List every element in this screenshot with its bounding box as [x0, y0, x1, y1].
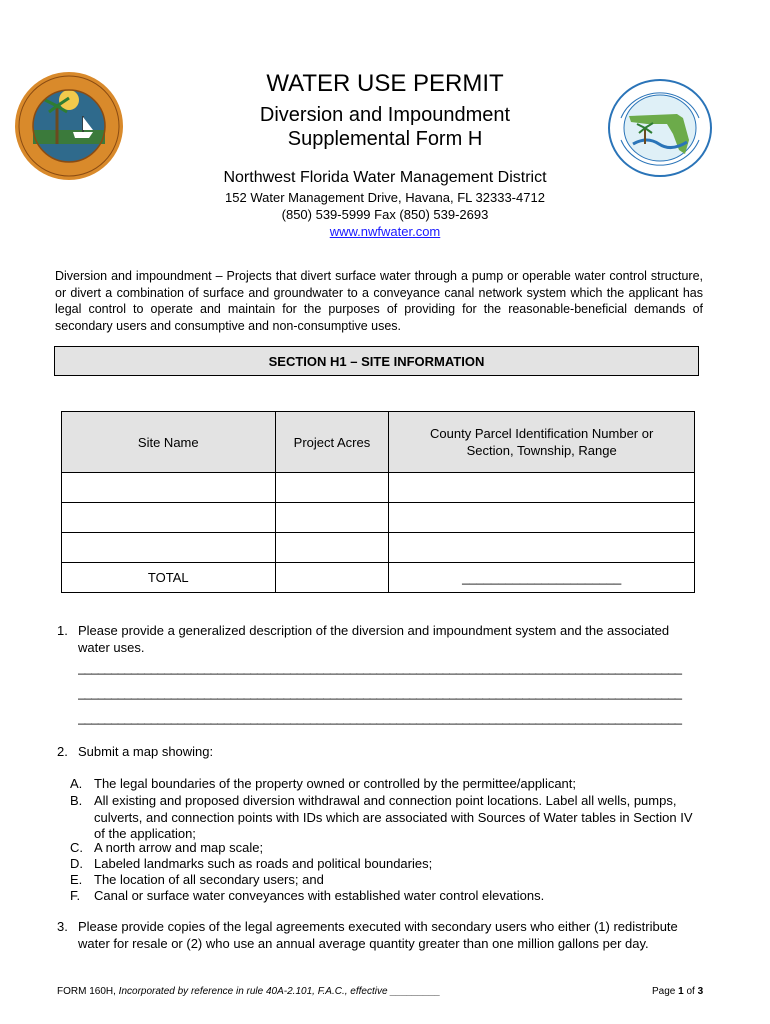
column-header-project-acres: Project Acres [275, 412, 389, 473]
section-h1-title: SECTION H1 – SITE INFORMATION [268, 353, 485, 369]
question-1-answer-line[interactable]: ___________________________________________________________________________________________ [78, 685, 682, 700]
parcel-id-cell[interactable] [389, 473, 695, 503]
site-name-cell[interactable] [62, 533, 276, 563]
question-2-text: Submit a map showing: [78, 744, 214, 759]
form-subtitle-line2: Supplemental Form H [287, 128, 483, 150]
question-1-text: Please provide a generalized description of the diversion and impoundment system and the associated water uses. [78, 623, 670, 655]
page-total: 3 [697, 986, 704, 997]
column-header-parcel-id-label: County Parcel Identification Number or Section, Township, Range [430, 426, 654, 458]
list-item-letter: F. [70, 888, 81, 903]
list-item-text: All existing and proposed diversion withdrawal and connection point locations. Label all wells, pumps, culverts, and connection points with IDs which are associated with Sources of Water tables in Section IV of the application; [94, 793, 693, 841]
list-item-letter: B. [70, 793, 83, 808]
list-item-text: Canal or surface water conveyances with established water control elevations. [94, 888, 545, 903]
district-address: 152 Water Management Drive, Havana, FL 32333-4712 [225, 190, 545, 205]
list-item-letter: E. [70, 872, 83, 887]
footer-form-reference [57, 986, 440, 997]
table-total-row [62, 563, 695, 593]
question-3-text: Please provide copies of the legal agreements executed with secondary users who either (1) redistribute water for resale or (2) who use an annual average quantity greater than one million gallons per day. [78, 919, 678, 951]
list-item-letter: A. [70, 776, 83, 791]
page-of: of [686, 986, 695, 997]
question-2-number: 2. [57, 744, 68, 759]
form-title: WATER USE PERMIT [266, 70, 504, 97]
list-item-text: Labeled landmarks such as roads and political boundaries; [94, 856, 433, 871]
page-prefix: Page [652, 986, 676, 997]
section-h1-header [54, 346, 699, 376]
footer-page-number [652, 986, 703, 997]
footer-form-reference-text: FORM 160H, Incorporated by reference in rule 40A-2.101, F.A.C., effective _________ [57, 986, 441, 997]
site-name-cell[interactable] [62, 473, 276, 503]
form-subtitle-line1: Diversion and Impoundment [259, 104, 511, 126]
parcel-id-cell[interactable] [389, 503, 695, 533]
district-phone: (850) 539-5999 Fax (850) 539-2693 [281, 207, 489, 222]
total-blank-line[interactable]: ______________________ [389, 563, 695, 593]
project-acres-cell[interactable] [275, 473, 389, 503]
list-item-letter: C. [70, 840, 83, 855]
table-row [62, 533, 695, 563]
project-acres-cell[interactable] [275, 533, 389, 563]
table-row [62, 503, 695, 533]
district-name: Northwest Florida Water Management District [223, 169, 547, 186]
site-name-cell[interactable] [62, 503, 276, 533]
total-acres-cell[interactable] [275, 563, 389, 593]
project-acres-cell[interactable] [275, 503, 389, 533]
question-1-answer-line[interactable]: ___________________________________________________________________________________________ [78, 710, 682, 725]
table-row [62, 473, 695, 503]
list-item-letter: D. [70, 856, 83, 871]
list-item-text: The location of all secondary users; and [94, 872, 324, 887]
page-current: 1 [678, 986, 684, 997]
question-3-number: 3. [57, 919, 68, 934]
intro-paragraph: Diversion and impoundment – Projects that divert surface water through a pump or operable water control structure, or divert a combination of surface and groundwater to a conveyance canal network system which the applicant has legal control to operate and maintain for the purposes of providing for the reasonable-beneficial demands of secondary users and consumptive and non-consumptive uses. [55, 269, 703, 333]
site-information-table [61, 411, 695, 593]
list-item-text: A north arrow and map scale; [94, 840, 264, 855]
list-item-text: The legal boundaries of the property owned or controlled by the permittee/applicant; [94, 776, 577, 791]
table-header-row [62, 412, 695, 473]
district-website-link[interactable]: www.nwfwater.com [329, 224, 441, 239]
total-label: TOTAL [62, 563, 276, 593]
column-header-site-name: Site Name [62, 412, 276, 473]
question-1-answer-line[interactable]: ___________________________________________________________________________________________ [78, 660, 682, 675]
parcel-id-cell[interactable] [389, 533, 695, 563]
question-1-number: 1. [57, 623, 68, 638]
column-header-parcel-id [389, 412, 695, 473]
